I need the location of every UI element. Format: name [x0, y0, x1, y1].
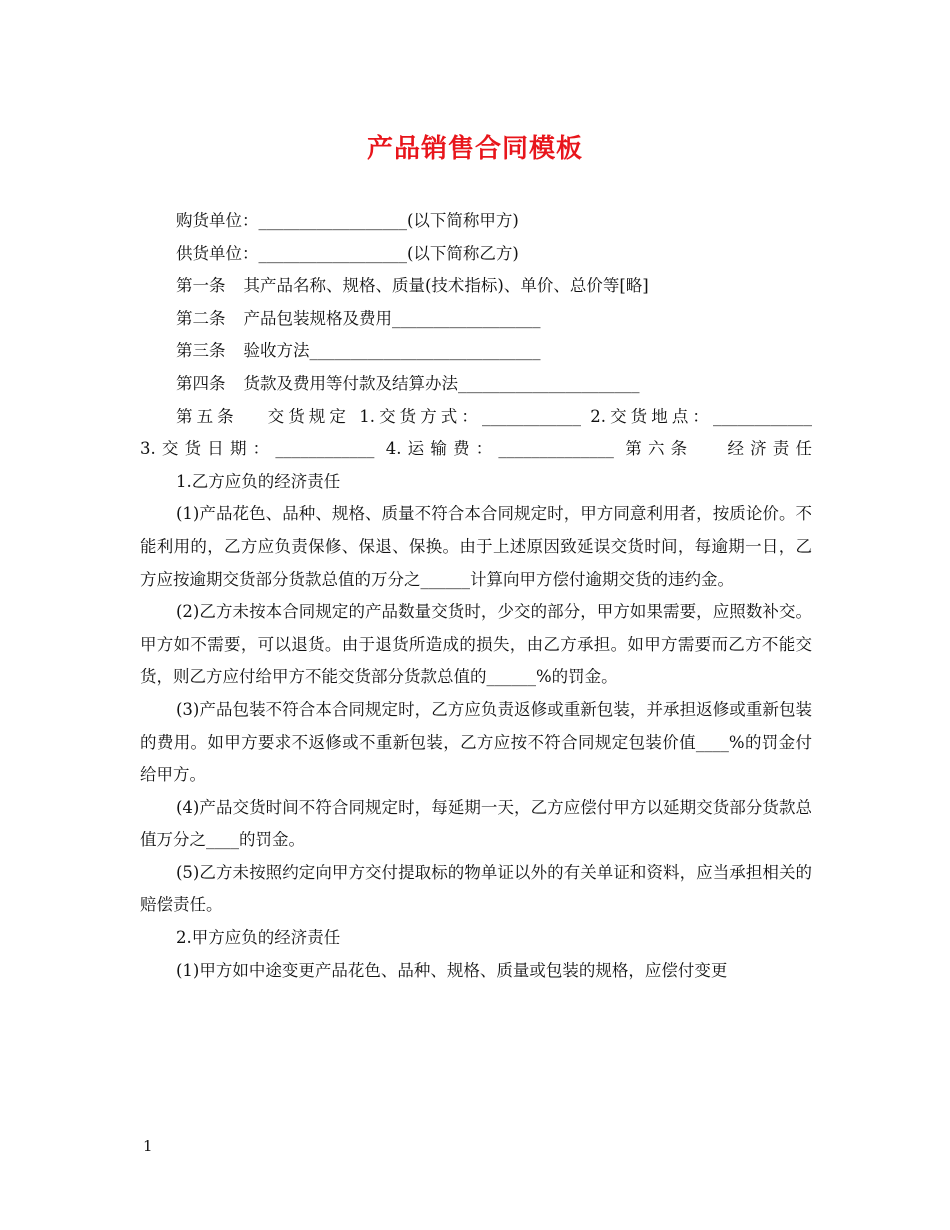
paragraph-4: (4)产品交货时间不符合同规定时，每延期一天，乙方应偿付甲方以延期交货部分货款总值万分之____的罚金。	[140, 797, 812, 850]
article-3-label: 第三条	[176, 341, 226, 361]
section-2-heading: 2.甲方应负的经济责任	[176, 928, 341, 948]
article-1	[140, 270, 812, 303]
paragraph-5: (5)乙方未按照约定向甲方交付提取标的物单证以外的有关单证和资料，应当承担相关的赔偿责任。	[140, 862, 812, 915]
article-1-label: 第一条	[176, 276, 226, 296]
buyer-line: 购货单位：__________________(以下简称甲方)	[176, 211, 519, 230]
article-4	[140, 368, 812, 401]
section-1-heading: 1.乙方应负的经济责任	[176, 471, 341, 491]
article-5-line-1: 第五条 交货规定 1.交货方式：____________ 2.交货地点：____________	[176, 406, 812, 426]
article-2-text: 产品包装规格及费用__________________	[243, 308, 541, 328]
paragraph-2: (2)乙方未按本合同规定的产品数量交货时，少交的部分，甲方如果需要，应照数补交。甲方如不需要，可以退货。由于退货所造成的损失，由乙方承担。如甲方需要而乙方不能交货，则乙方应付给甲方不能交货部分货款总值的______%的罚金。	[140, 602, 812, 687]
contract-body	[140, 205, 812, 987]
page-number: 1	[143, 1137, 153, 1155]
paragraph-6: (1)甲方如中途变更产品花色、品种、规格、质量或包装的规格，应偿付变更	[176, 960, 728, 980]
article-4-label: 第四条	[176, 373, 226, 393]
article-5-line-2: 3.交货日期：____________ 4.运输费：______________ 第六条 经济责任	[140, 439, 812, 459]
document-title: 产品销售合同模板	[366, 134, 583, 164]
article-3	[140, 335, 812, 368]
article-2	[140, 303, 812, 336]
paragraph-1: (1)产品花色、品种、规格、质量不符合本合同规定时，甲方同意利用者，按质论价。不能利用的，乙方应负责保修、保退、保换。由于上述原因致延误交货时间，每逾期一日，乙方应按逾期交货部分货款总值的万分之______计算向甲方偿付逾期交货的违约金。	[140, 504, 812, 589]
supplier-line: 供货单位：__________________(以下简称乙方)	[176, 243, 519, 263]
article-2-label: 第二条	[176, 308, 226, 328]
paragraph-3: (3)产品包装不符合本合同规定时，乙方应负责返修或重新包装，并承担返修或重新包装的费用。如甲方要求不返修或不重新包装，乙方应按不符合同规定包装价值____%的罚金付给甲方。	[140, 699, 812, 785]
article-1-text: 其产品名称、规格、质量(技术指标)、单价、总价等[略]	[243, 276, 649, 296]
article-4-text: 货款及费用等付款及结算办法______________________	[243, 373, 640, 393]
article-3-text: 验收方法____________________________	[243, 341, 541, 361]
